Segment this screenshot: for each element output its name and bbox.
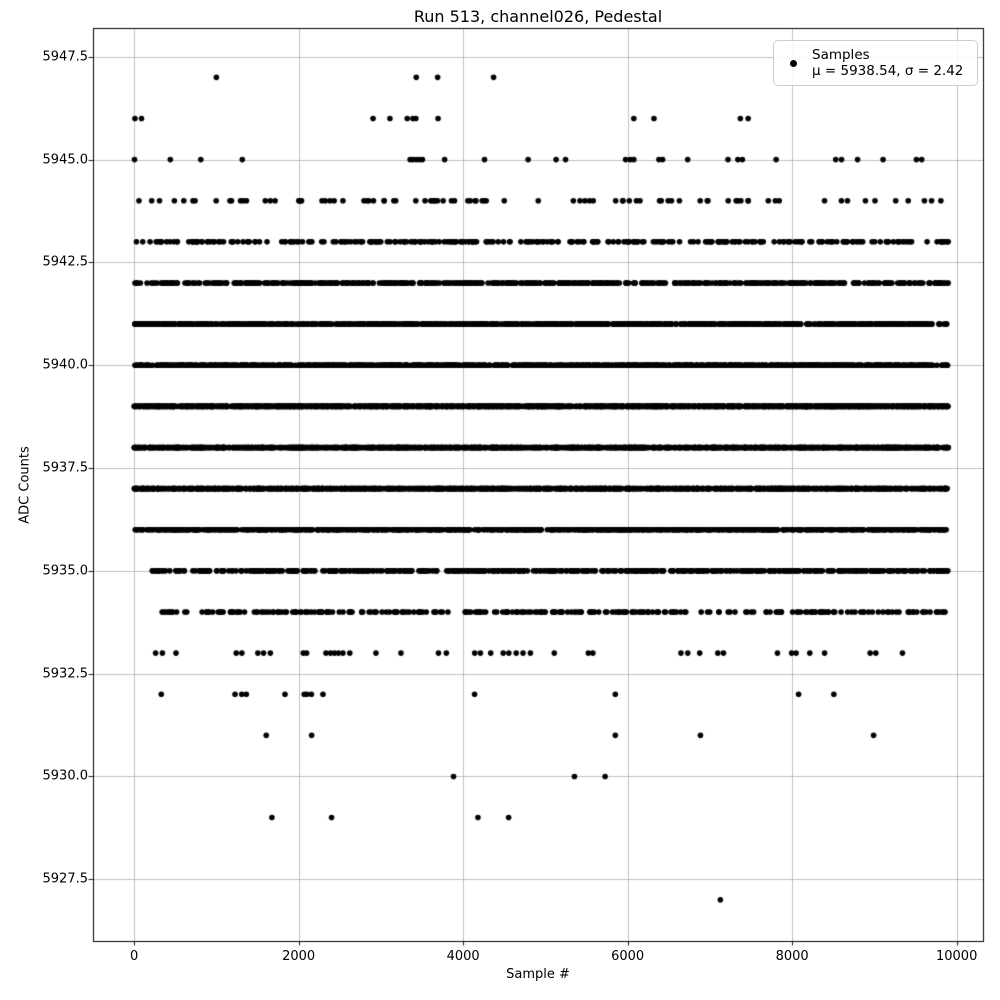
y-tick-label: 5940.0 (42, 357, 88, 373)
x-tick-label: 10000 (935, 949, 978, 964)
y-tick-label: 5937.5 (42, 460, 88, 476)
legend (773, 40, 978, 86)
x-tick-label: 6000 (611, 949, 645, 964)
y-axis-label: ADC Counts (17, 446, 33, 524)
y-tick-label: 5947.5 (42, 49, 88, 65)
x-tick-label: 2000 (282, 949, 316, 964)
x-tick-label: 4000 (446, 949, 480, 964)
x-axis-label: Sample # (506, 967, 570, 982)
sample-marker-icon (790, 60, 797, 67)
chart-title: Run 513, channel026, Pedestal (413, 7, 663, 26)
y-tick-label: 5945.0 (42, 152, 88, 168)
y-tick-label: 5935.0 (42, 563, 88, 579)
legend-marker-column (774, 60, 812, 67)
legend-text (812, 47, 963, 79)
x-tick-label: 8000 (775, 949, 809, 964)
legend-entry-label: Samples (812, 47, 870, 63)
x-tick-label: 0 (129, 949, 139, 964)
y-tick-label: 5942.5 (42, 254, 88, 270)
legend-entry-stats: μ = 5938.54, σ = 2.42 (812, 63, 964, 79)
y-tick-label: 5932.5 (42, 666, 88, 682)
y-tick-label: 5930.0 (42, 768, 88, 784)
y-tick-label: 5927.5 (42, 871, 88, 887)
